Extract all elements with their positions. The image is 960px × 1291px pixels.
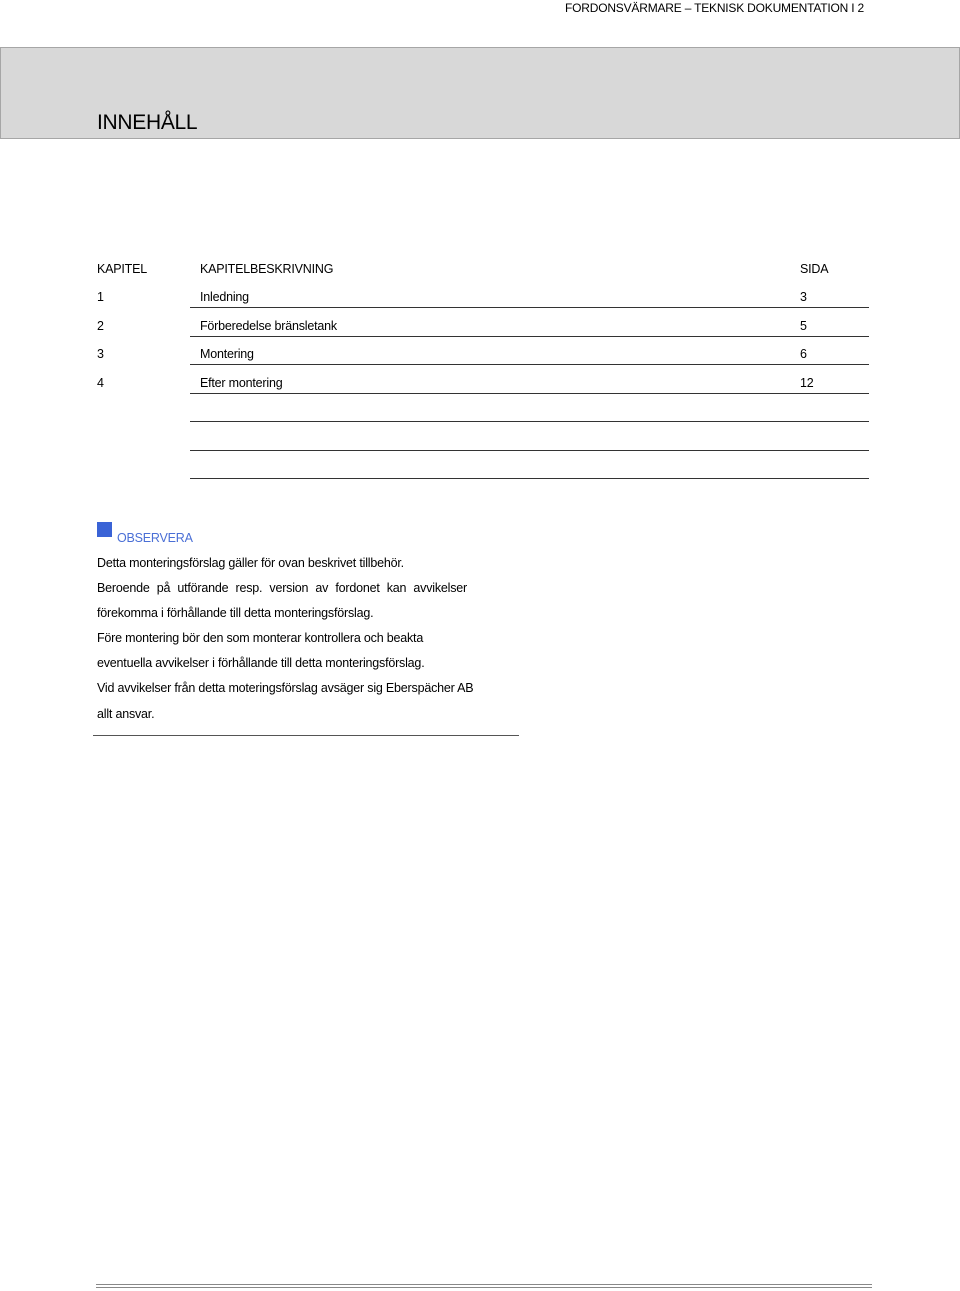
toc-header-row	[97, 260, 869, 280]
note-text-line: förekomma i förhållande till detta monteringsförslag.	[97, 606, 374, 620]
note-text-line: Före montering bör den som monterar kontrollera och beakta	[97, 631, 424, 645]
toc-page-number: 12	[800, 376, 814, 390]
note-text-line: Detta monteringsförslag gäller för ovan beskrivet tillbehör.	[97, 556, 404, 570]
toc-row[interactable]	[97, 288, 869, 308]
note-heading: OBSERVERA	[117, 531, 193, 545]
toc-page-number: 3	[800, 290, 807, 304]
toc-chapter-title: Montering	[200, 347, 254, 361]
toc-row-rule	[190, 336, 869, 337]
toc-chapter-number: 3	[97, 347, 104, 361]
toc-row-rule	[190, 393, 869, 394]
toc-chapter-title: Förberedelse bränsletank	[200, 319, 337, 333]
toc-row[interactable]	[97, 317, 869, 337]
toc-chapter-number: 1	[97, 290, 104, 304]
toc-row-rule	[190, 364, 869, 365]
note-text-line: Vid avvikelser från detta moteringsförslag avsäger sig Eberspächer AB	[97, 681, 474, 695]
toc-chapter-number: 2	[97, 319, 104, 333]
toc-empty-rule	[190, 478, 869, 479]
note-text-line: allt ansvar.	[97, 707, 155, 721]
toc-chapter-title: Efter montering	[200, 376, 283, 390]
note-marker-icon	[97, 522, 112, 537]
running-header: FORDONSVÄRMARE – TEKNISK DOKUMENTATION I 2	[565, 1, 864, 15]
toc-header-page: SIDA	[800, 262, 829, 276]
toc-header-description: KAPITELBESKRIVNING	[200, 262, 334, 276]
page-title: INNEHÅLL	[97, 111, 198, 134]
toc-row-rule	[190, 307, 869, 308]
toc-empty-rule	[190, 421, 869, 422]
note-text-line: Beroende på utförande resp. version av fordonet kan avvikelser	[97, 581, 467, 595]
toc-empty-rule	[190, 450, 869, 451]
footer-rule	[96, 1284, 872, 1288]
toc-page-number: 6	[800, 347, 807, 361]
toc-header-chapter: KAPITEL	[97, 262, 148, 276]
note-divider	[93, 735, 519, 736]
toc-row[interactable]	[97, 345, 869, 365]
toc-chapter-title: Inledning	[200, 290, 249, 304]
toc-page-number: 5	[800, 319, 807, 333]
toc-chapter-number: 4	[97, 376, 104, 390]
note-text-line: eventuella avvikelser i förhållande till detta monteringsförslag.	[97, 656, 425, 670]
toc-row[interactable]	[97, 374, 869, 394]
